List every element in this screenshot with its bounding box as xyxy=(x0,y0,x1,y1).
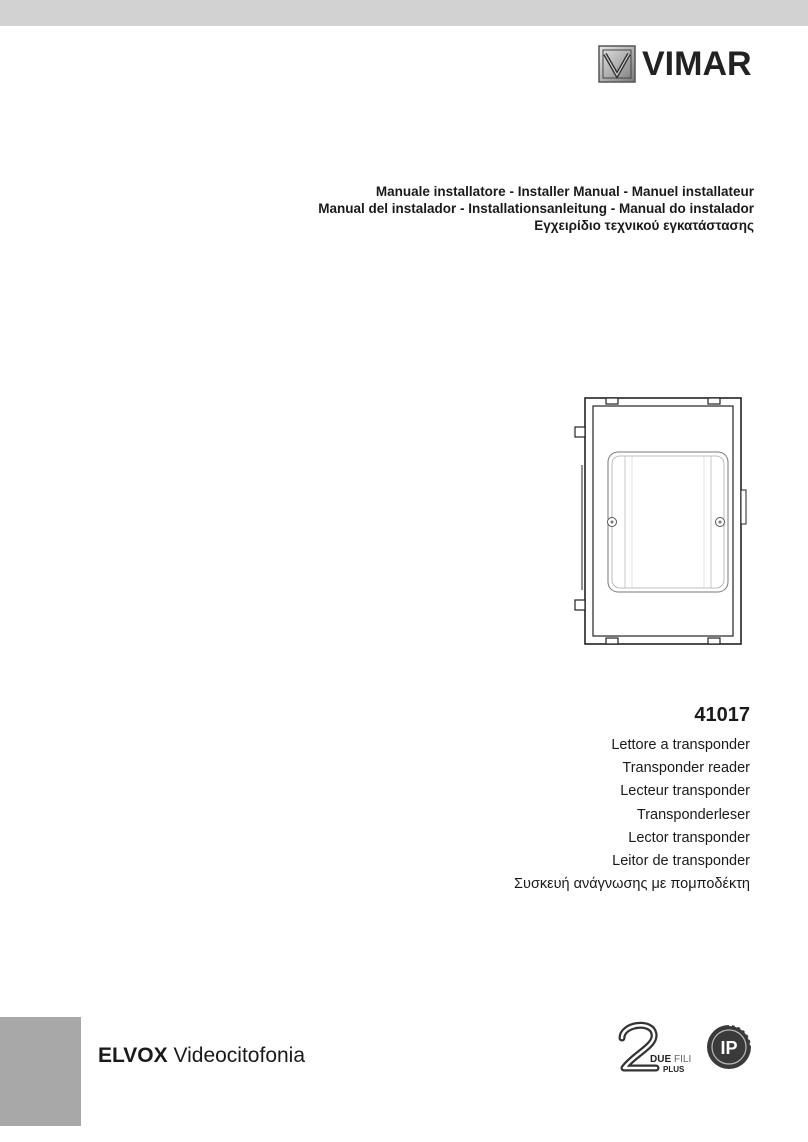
ip-badge-icon xyxy=(704,1022,754,1072)
due-fili-plus-logo xyxy=(616,1018,696,1074)
manual-titles xyxy=(318,183,754,234)
product-code: 41017 xyxy=(694,704,750,726)
top-band xyxy=(0,0,808,26)
product-descriptions xyxy=(514,734,750,896)
vimar-shield-icon xyxy=(598,45,636,83)
product-description: Lettore a transponder xyxy=(611,737,750,753)
vimar-logo-text: VIMAR xyxy=(642,45,752,83)
product-description: Transponderleser xyxy=(636,806,750,823)
due-fili-label: DUE xyxy=(650,1054,672,1065)
due-fili-plus-label: PLUS xyxy=(663,1065,685,1074)
product-description: Lector transponder xyxy=(628,829,750,846)
product-description: Transponder reader xyxy=(622,760,750,777)
product-description: Leitor de transponder xyxy=(612,853,750,870)
transponder-reader-drawing xyxy=(570,395,756,650)
manual-title-line: Εγχειρίδιο τεχνικού εγκατάστασης xyxy=(534,218,754,233)
product-description: Lecteur transponder xyxy=(620,783,750,800)
elvox-brand-light: Videocitofonia xyxy=(173,1044,306,1067)
elvox-brand-bold: ELVOX xyxy=(98,1044,168,1067)
elvox-brand xyxy=(98,1044,305,1068)
vimar-logo xyxy=(598,44,752,84)
manual-title-line: Manual del instalador - Installationsanleitung - Manual do instalador xyxy=(318,201,754,216)
due-fili-label-fili: FILI xyxy=(674,1054,692,1065)
footer-gray-block xyxy=(0,1017,81,1126)
product-description: Συσκευή ανάγνωσης με πομποδέκτη xyxy=(514,876,750,893)
ip-badge-label: IP xyxy=(720,1038,738,1058)
manual-title-line: Manuale installatore - Installer Manual - Manuel installateur xyxy=(375,184,754,199)
